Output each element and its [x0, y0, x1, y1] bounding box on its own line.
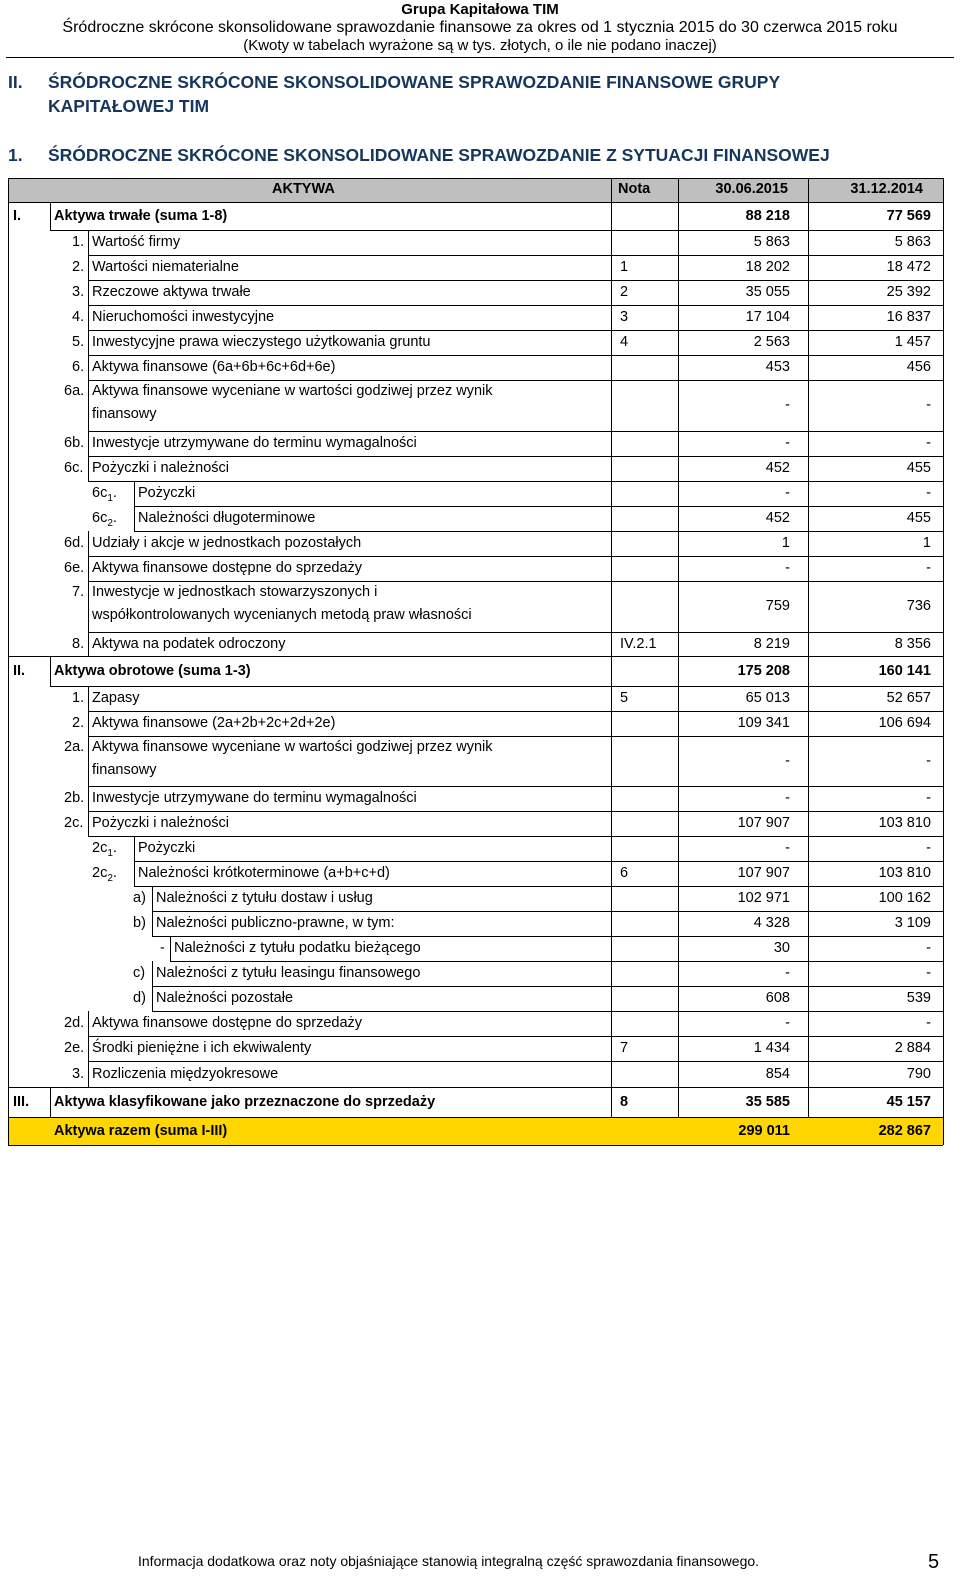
value-2015: 8 219 [753, 636, 790, 652]
indent-gridline [88, 330, 89, 355]
value-2014: 736 [906, 598, 931, 614]
row-label: Rozliczenia międzyokresowe [92, 1066, 279, 1082]
row-label: Należności krótkoterminowe (a+b+c+d) [138, 865, 390, 881]
row-gridline [88, 632, 943, 633]
row-label-continued: finansowy [92, 762, 157, 778]
value-2014: 160 141 [878, 663, 931, 679]
row-note: 1 [620, 259, 629, 275]
value-2015: 18 202 [745, 259, 790, 275]
row-number: 7. [72, 584, 85, 600]
row-label: Pożyczki [138, 840, 196, 856]
row-gridline [88, 711, 943, 712]
value-2015: - [785, 790, 790, 806]
row-number: 2d. [64, 1015, 85, 1031]
row-number: $6c_2$. [92, 510, 117, 529]
value-2015: 5 863 [753, 234, 790, 250]
value-2015: 299 011 [738, 1123, 790, 1139]
value-2014: 455 [906, 510, 931, 526]
total-row-top-border [8, 1117, 943, 1118]
row-label: Aktywa finansowe wyceniane w wartości godziwej przez wynik [92, 739, 493, 755]
value-2015: 4 328 [753, 915, 790, 931]
row-gridline [88, 1061, 943, 1062]
row-number: 1. [72, 234, 85, 250]
indent-gridline [88, 1036, 89, 1061]
row-label: Środki pieniężne i ich ekwiwalenty [92, 1040, 312, 1056]
indent-gridline [88, 380, 89, 431]
section-number: II. [8, 72, 23, 92]
row-gridline [88, 481, 943, 482]
row-label: Aktywa finansowe dostępne do sprzedaży [92, 1015, 363, 1031]
row-gridline [134, 531, 943, 532]
row-note: 3 [620, 309, 629, 325]
row-label: Aktywa finansowe (6a+6b+6c+6d+6e) [92, 359, 336, 375]
row-number: - [160, 940, 165, 956]
value-2015: - [785, 560, 790, 576]
indent-gridline [88, 355, 89, 380]
value-2014: 3 109 [894, 915, 931, 931]
row-gridline [88, 355, 943, 356]
value-2015: - [785, 753, 790, 769]
section-iii-border [8, 1087, 943, 1088]
row-note: 4 [620, 334, 629, 350]
row-gridline [88, 380, 943, 381]
value-2015: 88 218 [745, 208, 790, 224]
row-label: Pożyczki i należności [92, 815, 229, 831]
indent-gridline [50, 1087, 51, 1117]
indent-gridline [88, 686, 89, 711]
value-2014: 282 867 [878, 1123, 931, 1139]
row-gridline [152, 986, 943, 987]
value-2014: 106 694 [878, 715, 931, 731]
value-2014: - [926, 840, 931, 856]
row-number: $6c_1$. [92, 485, 117, 504]
subsection-number: 1. [8, 145, 23, 165]
section-ii-border [8, 656, 943, 657]
row-gridline [88, 280, 943, 281]
indent-gridline [50, 202, 51, 230]
header-col-2014: 31.12.2014 [850, 181, 923, 197]
value-2015: 2 563 [753, 334, 790, 350]
units-note: (Kwoty w tabelach wyrażone są w tys. złotych, o ile nie podano inaczej) [243, 37, 717, 54]
row-number: $2c_2$. [92, 865, 117, 884]
row-label-continued: finansowy [92, 406, 157, 422]
row-gridline [134, 506, 943, 507]
value-2014: - [926, 940, 931, 956]
row-note: IV.2.1 [620, 636, 657, 652]
row-number: 3. [72, 284, 85, 300]
value-2015: - [785, 485, 790, 501]
value-2015: - [785, 435, 790, 451]
value-2014: 45 157 [886, 1094, 931, 1110]
section-title-line2: KAPITAŁOWEJ TIM [48, 96, 210, 116]
value-2015: - [785, 1015, 790, 1031]
row-note: 5 [620, 690, 629, 706]
value-2015: 65 013 [745, 690, 790, 706]
indent-gridline [88, 305, 89, 330]
indent-gridline [88, 1011, 89, 1036]
balance-sheet-table [8, 178, 943, 1145]
row-gridline [88, 330, 943, 331]
indent-gridline [134, 506, 135, 531]
row-number: 1. [72, 690, 85, 706]
value-2014: 100 162 [878, 890, 931, 906]
row-label: Należności długoterminowe [138, 510, 316, 526]
row-number: 2. [72, 715, 85, 731]
header-divider [6, 57, 954, 58]
row-note: 2 [620, 284, 629, 300]
header-note: Nota [618, 181, 651, 197]
row-number: I. [13, 208, 22, 224]
row-label: Inwestycyjne prawa wieczystego użytkowania gruntu [92, 334, 431, 350]
row-gridline [152, 936, 943, 937]
value-2014: - [926, 1015, 931, 1031]
row-label: Pożyczki i należności [92, 460, 229, 476]
value-2015: 759 [765, 598, 790, 614]
subsection-title: ŚRÓDROCZNE SKRÓCONE SKONSOLIDOWANE SPRAWOZDANIE Z SYTUACJI FINANSOWEJ [48, 145, 830, 165]
row-gridline [88, 786, 943, 787]
value-2014: 456 [906, 359, 931, 375]
row-gridline [88, 836, 943, 837]
row-note: 8 [620, 1094, 629, 1110]
indent-gridline [88, 581, 89, 632]
row-label: Należności z tytułu podatku bieżącego [174, 940, 421, 956]
row-label: Wartości niematerialne [92, 259, 239, 275]
row-number: a) [133, 890, 146, 906]
indent-gridline [134, 836, 135, 861]
value-2014: - [926, 965, 931, 981]
section-title-line1: ŚRÓDROCZNE SKRÓCONE SKONSOLIDOWANE SPRAWOZDANIE FINANSOWE GRUPY [48, 72, 781, 92]
indent-gridline [88, 431, 89, 456]
row-number: d) [133, 990, 146, 1006]
row-label-continued: współkontrolowanych wycenianych metodą praw własności [92, 607, 472, 623]
row-gridline [88, 255, 943, 256]
value-2015: 1 [781, 535, 790, 551]
value-2015: 452 [765, 460, 790, 476]
row-number: 2. [72, 259, 85, 275]
row-number: 2c. [64, 815, 84, 831]
value-2014: - [926, 790, 931, 806]
indent-gridline [88, 1061, 89, 1087]
value-2014: 103 810 [878, 815, 931, 831]
table-bottom-border [8, 1145, 943, 1146]
page-number: 5 [928, 1551, 940, 1573]
value-2014: 8 356 [894, 636, 931, 652]
row-label: Inwestycje utrzymywane do terminu wymagalności [92, 435, 417, 451]
row-number: 2a. [64, 739, 85, 755]
row-gridline [88, 811, 943, 812]
indent-gridline [88, 230, 89, 255]
value-2014: 539 [906, 990, 931, 1006]
row-label: Zapasy [92, 690, 140, 706]
value-2015: 854 [765, 1066, 790, 1082]
value-2014: 52 657 [886, 690, 931, 706]
value-2015: 608 [765, 990, 790, 1006]
indent-gridline [152, 961, 153, 986]
header-col-2015: 30.06.2015 [715, 181, 788, 197]
row-gridline [170, 961, 943, 962]
row-gridline [50, 230, 943, 231]
row-gridline [88, 431, 943, 432]
value-2014: - [926, 485, 931, 501]
indent-gridline [88, 811, 89, 836]
value-2015: 107 907 [737, 815, 790, 831]
row-label: Rzeczowe aktywa trwałe [92, 284, 251, 300]
value-2014: 77 569 [886, 208, 931, 224]
value-2015: 102 971 [737, 890, 790, 906]
row-label: Udziały i akcje w jednostkach pozostałych [92, 535, 362, 551]
row-number: 3. [72, 1066, 85, 1082]
row-number: III. [13, 1094, 30, 1110]
indent-gridline [152, 886, 153, 911]
value-2014: - [926, 397, 931, 413]
row-label: Nieruchomości inwestycyjne [92, 309, 275, 325]
indent-gridline [88, 556, 89, 581]
row-label: Inwestycje w jednostkach stowarzyszonych i [92, 584, 378, 600]
indent-gridline [88, 786, 89, 811]
value-2015: 35 585 [745, 1094, 790, 1110]
value-2014: 5 863 [894, 234, 931, 250]
value-2015: 452 [765, 510, 790, 526]
indent-gridline [88, 736, 89, 786]
subsection-heading [8, 143, 953, 167]
row-number: 6a. [64, 383, 85, 399]
table-header-background [8, 178, 943, 202]
row-label: Aktywa finansowe (2a+2b+2c+2d+2e) [92, 715, 336, 731]
row-gridline [88, 736, 943, 737]
indent-gridline [88, 255, 89, 280]
value-2014: 1 457 [894, 334, 931, 350]
row-number: 6e. [64, 560, 85, 576]
row-gridline [50, 686, 943, 687]
indent-gridline [50, 656, 51, 686]
value-2014: 16 837 [886, 309, 931, 325]
value-2014: - [926, 560, 931, 576]
row-gridline [152, 1011, 943, 1012]
value-2014: - [926, 435, 931, 451]
row-label: Inwestycje utrzymywane do terminu wymagalności [92, 790, 417, 806]
value-2014: 1 [922, 535, 931, 551]
indent-gridline [88, 531, 89, 556]
row-gridline [88, 556, 943, 557]
row-gridline [134, 861, 943, 862]
row-label: Wartość firmy [92, 234, 181, 250]
footer-text: Informacja dodatkowa oraz noty objaśniające stanowią integralną część sprawozdania finansowego. [138, 1553, 760, 1569]
row-label: Aktywa razem (suma I-III) [54, 1123, 228, 1139]
section-heading [8, 70, 953, 118]
indent-gridline [152, 911, 153, 936]
value-2015: - [785, 397, 790, 413]
company-name: Grupa Kapitałowa TIM [401, 1, 559, 18]
row-label: Aktywa trwałe (suma 1-8) [54, 208, 228, 224]
value-2014: 18 472 [886, 259, 931, 275]
row-number: b) [133, 915, 146, 931]
table-right-border [943, 178, 944, 1145]
row-number: 2b. [64, 790, 85, 806]
row-number: 2e. [64, 1040, 85, 1056]
report-period: Śródroczne skrócone skonsolidowane sprawozdanie finansowe za okres od 1 stycznia 2015 do 30 czerwca 2015 roku [62, 19, 898, 36]
value-2015: 453 [765, 359, 790, 375]
row-number: 6d. [64, 535, 85, 551]
header-label: AKTYWA [272, 181, 335, 197]
row-label: Należności pozostałe [156, 990, 294, 1006]
value-2015: 107 907 [737, 865, 790, 881]
row-label: Należności publiczno-prawne, w tym: [156, 915, 395, 931]
row-gridline [88, 456, 943, 457]
value-2014: 103 810 [878, 865, 931, 881]
indent-gridline [88, 711, 89, 736]
indent-gridline [134, 481, 135, 506]
row-label: Pożyczki [138, 485, 196, 501]
row-gridline [88, 305, 943, 306]
row-gridline [88, 581, 943, 582]
value-2015: 109 341 [737, 715, 790, 731]
note-column-left-border [611, 178, 612, 1117]
row-number: 6. [72, 359, 85, 375]
indent-gridline [88, 456, 89, 481]
row-label: Aktywa finansowe wyceniane w wartości godziwej przez wynik [92, 383, 493, 399]
row-label: Aktywa klasyfikowane jako przeznaczone do sprzedaży [54, 1094, 436, 1110]
row-number: 6c. [64, 460, 84, 476]
indent-gridline [88, 632, 89, 656]
row-number: 6b. [64, 435, 85, 451]
row-label: Aktywa finansowe dostępne do sprzedaży [92, 560, 363, 576]
value-2015: 35 055 [745, 284, 790, 300]
row-note: 7 [620, 1040, 629, 1056]
table-top-border [8, 178, 943, 179]
table-header-bottom-border [8, 202, 943, 203]
value-2015: 1 434 [753, 1040, 790, 1056]
row-label: Należności z tytułu dostaw i usług [156, 890, 373, 906]
value-2014: 25 392 [886, 284, 931, 300]
value-2014: 455 [906, 460, 931, 476]
table-left-border [8, 178, 9, 1145]
row-label: Aktywa na podatek odroczony [92, 636, 286, 652]
row-label: Aktywa obrotowe (suma 1-3) [54, 663, 251, 679]
value-2015: 30 [773, 940, 790, 956]
row-gridline [88, 1036, 943, 1037]
value-2015: - [785, 965, 790, 981]
row-number: c) [133, 965, 146, 981]
value-2015: - [785, 840, 790, 856]
row-number: II. [13, 663, 26, 679]
indent-gridline [88, 280, 89, 305]
row-gridline [152, 911, 943, 912]
value-2015: 17 104 [745, 309, 790, 325]
row-label: Należności z tytułu leasingu finansowego [156, 965, 421, 981]
value-2015: 175 208 [737, 663, 790, 679]
row-note: 6 [620, 865, 629, 881]
row-number: 4. [72, 309, 85, 325]
value-2014: 790 [906, 1066, 931, 1082]
value-2014: 2 884 [894, 1040, 931, 1056]
row-number: 8. [72, 636, 85, 652]
row-gridline [134, 886, 943, 887]
indent-gridline [134, 861, 135, 886]
indent-gridline [152, 986, 153, 1011]
indent-gridline [170, 936, 171, 961]
row-number: $2c_1$. [92, 840, 117, 859]
value-2014: - [926, 753, 931, 769]
row-number: 5. [72, 334, 85, 350]
